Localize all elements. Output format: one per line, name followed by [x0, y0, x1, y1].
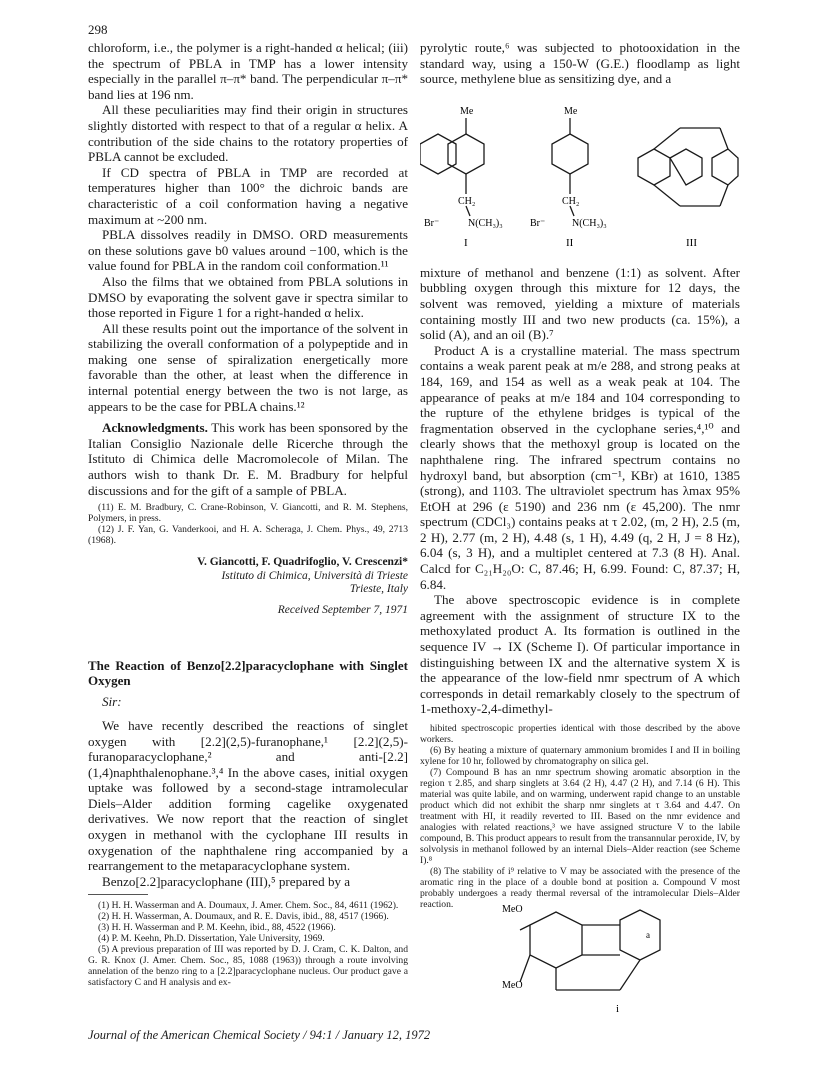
struct-i-me: Me — [460, 106, 474, 117]
page-number: 298 — [88, 22, 108, 37]
footnote-divider — [88, 894, 148, 895]
paragraph: Product A is a crystalline material. The mass spectrum contains a weak parent peak at m/e 288, and strong peaks at 184, 169, and 154 as well as a weak peak at 104. The appearance of peaks at m/e 184 and 104 corresponding to the rupture of the ethylene bridges is typical of the fragmentation observed in the cyclophane series,⁴,¹⁰ and clearly shows that the methoxyl group is located on the naphthalene ring. The infrared spectrum contains no hydroxyl band, but absorption (cm⁻¹, KBr) at 1610, 1385 (strong), and 1103. The ultraviolet spectrum has λmax 95% EtOH at 296 (ε 5190) and 236 nm (ε 45,200). The nmr spectrum (CDCl₃) contains peaks at τ 2.02, (m, 2 H), 2.5 (m, 2 H), 2.77 (m, 2 H), 4.48 (s, 1 H), 4.49 (q, 2 H, J = 8 Hz), 6.04 (s, 3 H), and a multiplet centered at 7.3 (8 H). Anal. Calcd for C₂₁H₂₀O: C, 87.46; H, 6.99. Found: C, 87.37; H, 6.84. — [420, 342, 740, 592]
footnote: (5) A previous preparation of III was reported by D. J. Cram, C. K. Dalton, and G. R. Knox (J. Amer. Chem. Soc., 85, 1088 (1963)) through a route involving annelation of the benzo ring to a [2.2]paracyclophane nucleus. Our product gave a satisfactory C and H analysis and ex- — [88, 944, 408, 989]
paragraph: All these peculiarities may find their origin in structures slightly distorted with respect to that of a regular α helix. A contribution of the side chains to the rotatory properties of PBLA cannot be excluded. — [88, 102, 408, 165]
structures-diagram — [420, 98, 740, 276]
acknowledgments — [88, 420, 408, 498]
reference: (11) E. M. Bradbury, C. Crane-Robinson, V. Giancotti, and R. M. Stephens, Polymers, in press. — [88, 502, 408, 525]
footnote: hibited spectroscopic properties identical with those described by the above workers. — [420, 723, 740, 745]
footnote: (3) H. H. Wasserman and P. M. Keehn, ibid., 88, 4522 (1966). — [98, 922, 336, 934]
paragraph: pyrolytic route,⁶ was subjected to photooxidation in the standard way, using a 150-W (G.E.) floodlamp as light source, methylene blue as sensitizing dye, and a — [420, 40, 740, 87]
paragraph: Benzo[2.2]paracyclophane (III),⁵ prepared by a — [102, 873, 351, 889]
author-block — [88, 556, 408, 597]
footnote: (6) By heating a mixture of quaternary ammonium bromides I and II in boiling xylene for 10 hr, followed by chromatography on silica gel. — [420, 745, 740, 767]
paragraph: If CD spectra of PBLA in TMP are recorded at temperatures higher than 100° the dichroic bands are characteristic of a coil conformation having a negative maximum at ~200 nm. — [88, 164, 408, 227]
acknowledgments-heading: Acknowledgments. — [102, 420, 208, 436]
affiliation: Istituto di Chimica, Università di Trieste — [221, 569, 408, 582]
received-date: Received September 7, 1971 — [277, 603, 408, 616]
paragraph: PBLA dissolves readily in DMSO. ORD measurements on these solutions gave b0 values around −100, which is the value found for PBLA in the random coil conformation.¹¹ — [88, 227, 408, 274]
paragraph: All these results point out the importance of the solvent in stabilizing the overall conformation of a polypeptide and in making one sense of spiralization energetically more favorable than the other, at least when the difference in internal potential energy between the two is not large, as appears to be the case for PBLA chains.¹² — [88, 320, 408, 414]
footnote: (4) P. M. Keehn, Ph.D. Dissertation, Yale University, 1969. — [98, 933, 325, 945]
struct-i-amine: N(CH₃)₃ — [468, 218, 503, 229]
struct-i2-ring-a: a — [646, 930, 650, 940]
struct-i-ch2: CH₂ — [458, 196, 476, 207]
footnote: (2) H. H. Wasserman, A. Doumaux, and R. E. Davis, ibid., 88, 4517 (1966). — [98, 911, 389, 923]
footnotes — [420, 723, 740, 910]
paragraph: The above spectroscopic evidence is in complete agreement with the assignment of structure IX to the methoxylated product A. Its formation is outlined in the sequence IV → IX (Scheme I). Of particular importance in distinguishing between IX and the alternative system X is the appearance of the low-field nmr spectrum of A which corresponds in detail remarkably closely to the spectrum of 1-methoxy-2,4-dimethyl- — [420, 592, 740, 717]
paragraph: mixture of methanol and benzene (1:1) as solvent. After bubbling oxygen through this mixture for 12 days, the solvent was removed, yielding a mixture of materials containing mostly III and two new products (ca. 15%), a solid (A), and an oil (B).⁷ — [420, 264, 740, 343]
salutation: Sir: — [102, 694, 122, 710]
affiliation-city: Trieste, Italy — [349, 583, 408, 596]
struct-ii-br: Br⁻ — [530, 218, 546, 229]
struct-ii-label: II — [566, 237, 574, 249]
footnotes — [88, 900, 408, 988]
struct-iii-label: III — [686, 237, 697, 249]
paragraph: chloroform, i.e., the polymer is a right-handed α helical; (iii) the spectrum of PBLA in TMP has a lower intensity especially in the parallel π–π* band. The perpendicular π–π* band lies at 196 nm. — [88, 40, 408, 102]
author-names: V. Giancotti, F. Quadrifoglio, V. Crescenzi* — [197, 556, 408, 569]
struct-i2-label: i — [616, 1003, 620, 1015]
footnote: (8) The stability of i⁹ relative to V may be associated with the presence of the aromatic ring in the place of a double bond at position a. Compound V most probably undergoes a ready thermal reversal of the intramolecular Diels–Alder reaction. — [420, 866, 740, 910]
structure-i-diagram — [500, 900, 700, 1020]
footnote: (1) H. H. Wasserman and A. Doumaux, J. Amer. Chem. Soc., 84, 4611 (1962). — [98, 900, 399, 912]
struct-ii-me: Me — [564, 106, 578, 117]
article-title: The Reaction of Benzo[2.2]paracyclophane with Singlet Oxygen — [88, 658, 408, 689]
struct-i-label: I — [464, 237, 468, 249]
structure-iii-cyclophane — [638, 128, 738, 206]
references — [88, 502, 408, 546]
struct-ii-amine: N(CH₃)₃ — [572, 218, 607, 229]
reference: (12) J. F. Yan, G. Vanderkooi, and H. A. Scheraga, J. Chem. Phys., 49, 2713 (1968). — [88, 524, 408, 547]
acknowledgments-text: This work has been sponsored by the Italian Consiglio Nazionale delle Ricerche through the Istituto di Chimica delle Macromolecole of Milan. The authors wish to thank Dr. E. M. Bradbury for helpful discussions and for the gift of a sample of PBLA. — [88, 420, 408, 498]
struct-i2-meo-bottom: MeO — [502, 980, 523, 991]
left-column — [88, 40, 408, 988]
paragraph: We have recently described the reactions of singlet oxygen with [2.2](2,5)-furanophane,¹ [2.2](2,5)-furanoparacyclophane,² and anti-[2.2](1,4)naphthalenophane.³,⁴ In the above cases, initial oxygen uptake was followed by a second-stage intramolecular Diels–Alder addition forming cagelike oxygenated derivatives. We now report that the reaction of singlet oxygen in methanol with the cyclophane III results in oxygenation of the naphthalene ring accompanied by a rearrangement to the metaparacyclophane system. — [88, 717, 408, 874]
footnote: (7) Compound B has an nmr spectrum showing aromatic absorption in the region τ 2.85, and sharp singlets at 3.64 (2 H), 4.47 (2 H), and 7.14 (6 H). This material was quite labile, and on warming, underwent rapid change to an unstable product which did not exhibit the sharp nmr singlets at τ 3.64 and 4.47. On treatment with HI, it readily reverted to III. Based on the nmr evidence and analogies with related reactions,³ we have assigned structure V to the labile compound, B. This product appears to result from the transannular peroxide, IV, by solvolysis in methanol followed by an internal Diels–Alder reaction (see Scheme I).⁸ — [420, 767, 740, 866]
struct-ii-ch2: CH₂ — [562, 196, 580, 207]
paragraph: Also the films that we obtained from PBLA solutions in DMSO by evaporating the solvent gave ir spectra similar to those reported in Figure 1 for a right-handed α helix. — [88, 273, 408, 321]
struct-i2-meo-top: MeO — [502, 904, 523, 915]
journal-footer: Journal of the American Chemical Society / 94:1 / January 12, 1972 — [88, 1028, 431, 1042]
struct-i-br: Br⁻ — [424, 218, 440, 229]
